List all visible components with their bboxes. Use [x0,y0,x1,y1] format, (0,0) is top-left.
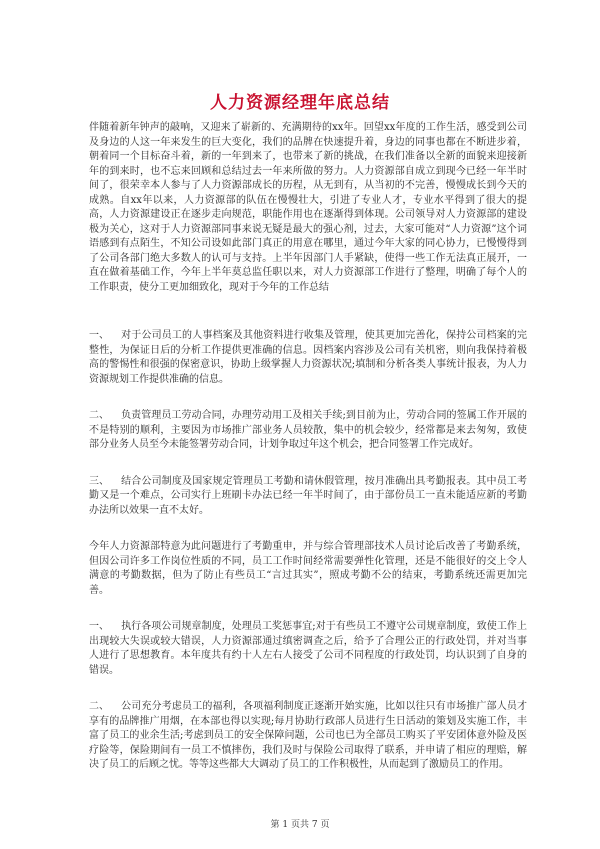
section-number: 一、 [89,330,109,341]
section-text: 负责管理员工劳动合同，办理劳动用工及相关手续;到目前为止，劳动合同的签属工作开展的不是特别的顺利，主要因为市场推广部业务人员较散，集中的机会较少，经常都是来去匆匆，致使部分业务人员至今未能签署劳动合同，计划争取过年这个机会，把合同签署工作完成好。 [89,410,527,450]
section-paragraph [89,409,527,453]
section-text: 结合公司制度及国家规定管理员工考勤和请休假管理，按月准确出具考勤报表。其中员工考勤又是一个难点，公司实行上班刷卡办法已经一年半时间了，由于部份员工一直未能适应新的考勤办法所以效果一直不太好。 [89,475,527,516]
intro-paragraph: 伴随着新年钟声的敲响，又迎来了崭新的、充满期待的xx年。回望xx年度的工作生活，感受到公司及身边的人这一年来发生的巨大变化，我们的品牌在快速提升着，身边的同事也都在不断进步着，朝着同一个目标奋斗着，新的一年到来了，也带来了新的挑战，在我们准备以全新的面貌来迎接新年的到来时，也不忘来回顾和总结过去一年来所做的努力。人力资源部自成立到现今已经一年半时间了，很荣幸本人参与了人力资源部成长的历程，从无到有，从当初的不完善，慢慢成长到今天的成熟。自xx年以来，人力资源部的队伍在慢慢壮大，引进了专业人才，专业水平得到了很大的提高，人力资源建设正在逐步走向规范，职能作用也在逐渐得到体现。公司领导对人力资源部的建设极为关心，这对于人力资源部同事来说无疑是最大的强心剂，过去，大家可能对“人力资源”这个词语感到有点陌生，不知公司设如此部门真正的用意在哪里，通过今年大家的同心协力，已慢慢得到了公司各部门绝大多数人的认可与支持。上半年因部门人手紧缺，使得一些工作无法真正展开，一直在做着基础工作，今年上半年莫总监任职以来，对人力资源部工作进行了整理，明确了每个人的工作职责，使分工更加细致化，现对于今年的工作总结 [89,122,527,293]
section-paragraph [89,540,527,598]
section-paragraph [89,700,527,773]
document-title: 人力资源经理年底总结 [210,93,390,113]
section-paragraph [89,475,527,519]
section-text: 今年人力资源部特意为此问题进行了考勤重申，并与综合管理部技术人员讨论后改善了考勤系统，但因公司许多工作岗位性质的不同，员工工作时间经常需要弹性化管理，还是不能很好的交上令人满意的考勤数据，但为了防止有些员工“言过其实”，照成考勤不公的结束，考勤系统还需更加完善。 [89,541,527,596]
section-text: 公司充分考虑员工的福利，各项福利制度正逐渐开始实施，比如以往只有市场推广部人员才享有的品牌推广用烟，在本部也得以实现;每月协助行政部人员进行生日活动的策划及实施工作，丰富了员工的业余生活;考虑到员工的安全保障问题，公司也已为全部员工购买了平安团体意外险及医疗险等，保险期间有一员工不慎摔伤，我们及时与保险公司取得了联系，并申请了相应的理赔，解决了员工的后顾之忧。等等这些都大大调动了员工的工作积极性，从而起到了激励员工的作用。 [89,701,527,770]
section-text: 执行各项公司规章制度，处理员工奖惩事宜;对于有些员工不遵守公司规章制度，致使工作上出现较大失误或较大错误，人力资源部通过缜密调查之后，给予了合理公正的行政处罚，并对当事人进行了思想教育。本年度共有约十人左右人接受了公司不同程度的行政处罚，均认识到了自身的错误。 [89,621,527,676]
page-number: 第 1 页共 7 页 [270,820,330,830]
section-number: 一、 [89,621,109,632]
section-paragraph [89,329,527,387]
section-text: 对于公司员工的人事档案及其他资料进行收集及管理，使其更加完善化，保持公司档案的完整性，为保证日后的分析工作提供更准确的信息。因档案内容涉及公司有关机密，则向我保持着极高的警惕性和很强的保密意识，协助上级掌握人力资源状况;填制和分析各类人事统计报表，为人力资源规划工作提供准确的信息。 [89,330,527,385]
section-number: 三、 [89,475,109,487]
section-number: 二、 [89,410,109,421]
document-body [89,121,527,795]
section-paragraph [89,620,527,678]
section-number: 二、 [89,701,109,712]
